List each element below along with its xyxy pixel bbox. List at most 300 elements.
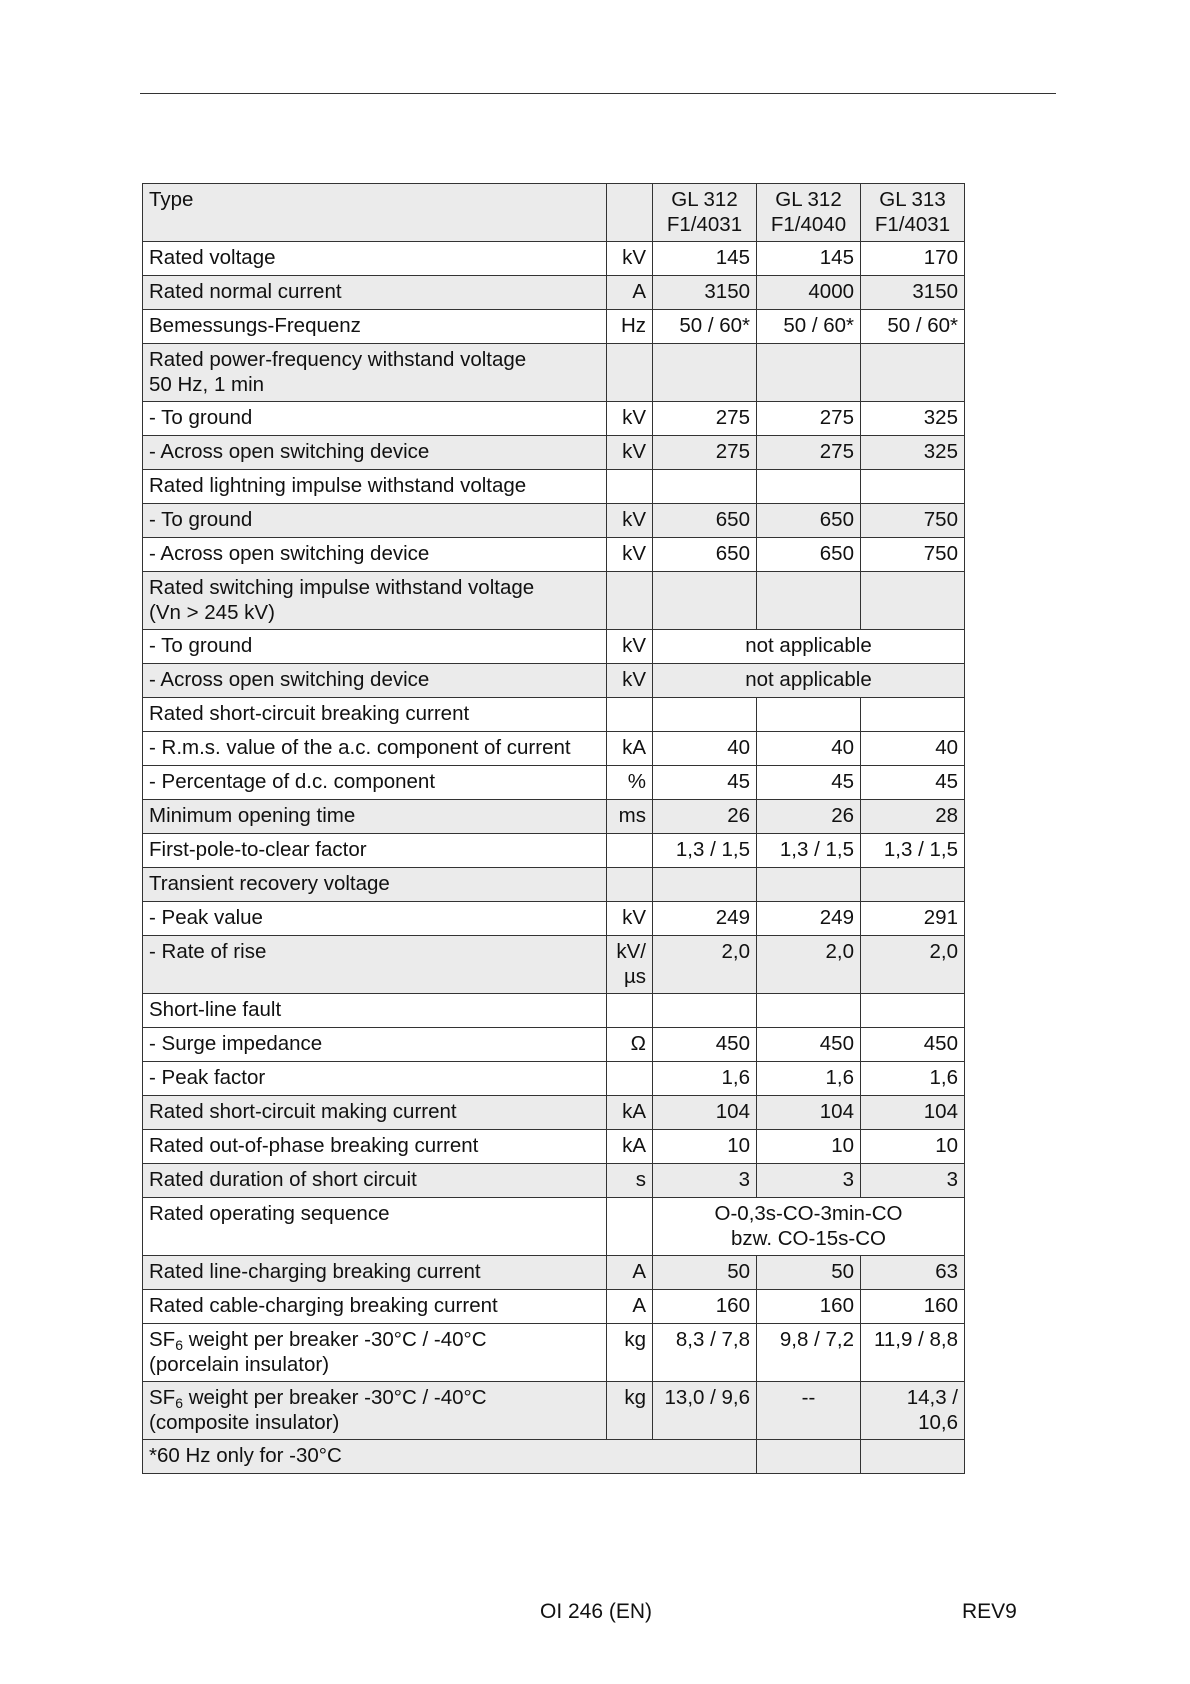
row-value-3 — [861, 834, 965, 868]
row-label-text: Short-line fault — [149, 998, 282, 1021]
table-row — [143, 504, 965, 538]
row-unit-text: kV/ — [616, 940, 646, 963]
row-unit — [607, 310, 653, 344]
row-unit-text: kA — [622, 1100, 646, 1123]
row-value-1-text: 249 — [715, 906, 750, 929]
row-value-1 — [653, 732, 757, 766]
footnote-empty-1 — [757, 1440, 861, 1474]
row-label-text: Rated voltage — [149, 246, 276, 269]
row-unit-text: kV — [622, 406, 646, 429]
revision-label: REV9 — [962, 1600, 1017, 1623]
row-value-2 — [757, 1382, 861, 1440]
row-value-2 — [757, 698, 861, 732]
row-value-1-text: 275 — [715, 406, 750, 429]
row-unit — [607, 436, 653, 470]
row-value-2 — [757, 1290, 861, 1324]
row-unit — [607, 504, 653, 538]
row-value-2 — [757, 572, 861, 630]
footnote-empty-2 — [861, 1440, 965, 1474]
row-value-3-text: 291 — [923, 906, 958, 929]
type-header: Type — [143, 184, 607, 242]
row-value-3-text: 1,3 / 1,5 — [883, 838, 958, 861]
row-label-text: Rated normal current — [149, 280, 342, 303]
row-value-3 — [861, 344, 965, 402]
row-value-2 — [757, 504, 861, 538]
row-label-text: Rated lightning impulse withstand voltage — [149, 474, 527, 497]
row-label-text: Rated cable-charging breaking current — [149, 1294, 498, 1317]
row-label — [143, 242, 607, 276]
row-value-2-text: 3 — [842, 1168, 854, 1191]
row-value-2-text: 275 — [819, 440, 854, 463]
merged-value-text: not applicable — [745, 668, 872, 691]
row-value-1 — [653, 994, 757, 1028]
row-unit — [607, 1028, 653, 1062]
row-unit — [607, 664, 653, 698]
row-value-1-text: 104 — [715, 1100, 750, 1123]
sf6-label: weight per breaker -30°C / -40°C — [183, 1328, 487, 1351]
row-value-3 — [861, 902, 965, 936]
row-value-1-text: 26 — [727, 804, 750, 827]
row-value-3-text: 3150 — [912, 280, 958, 303]
row-unit — [607, 1130, 653, 1164]
row-unit-text: kA — [622, 1134, 646, 1157]
sf6-subscript: 6 — [175, 1337, 183, 1353]
row-label — [143, 834, 607, 868]
row-unit — [607, 994, 653, 1028]
row-label — [143, 1062, 607, 1096]
row-label — [143, 470, 607, 504]
row-unit-text: kg — [624, 1328, 646, 1351]
table-row — [143, 1256, 965, 1290]
row-value-2 — [757, 538, 861, 572]
row-label-line2: (Vn > 245 kV) — [149, 601, 275, 624]
row-unit — [607, 538, 653, 572]
merged-value — [653, 664, 965, 698]
table-row — [143, 630, 965, 664]
row-label — [143, 572, 607, 630]
row-value-2 — [757, 800, 861, 834]
row-unit — [607, 800, 653, 834]
row-label-text: - Peak value — [149, 906, 263, 929]
row-value-1 — [653, 936, 757, 994]
row-unit-text: kg — [624, 1386, 646, 1409]
row-value-3-text: 40 — [935, 736, 958, 759]
row-label-text: Transient recovery voltage — [149, 872, 390, 895]
table-row-sf6 — [143, 1324, 965, 1382]
row-unit-text: kV — [622, 508, 646, 531]
row-value-3 — [861, 766, 965, 800]
table-row — [143, 994, 965, 1028]
row-unit-text: Ω — [630, 1032, 646, 1055]
row-value-2-text: 9,8 / 7,2 — [779, 1328, 854, 1351]
row-value-1 — [653, 800, 757, 834]
header-rule — [140, 93, 1056, 94]
row-label — [143, 902, 607, 936]
row-value-2 — [757, 1096, 861, 1130]
row-unit — [607, 902, 653, 936]
row-value-3-text: 1,6 — [929, 1066, 958, 1089]
footnote — [143, 1440, 757, 1474]
table-row — [143, 1062, 965, 1096]
table-row — [143, 344, 965, 402]
table-row — [143, 470, 965, 504]
sf6-prefix: SF — [149, 1328, 176, 1351]
row-value-3 — [861, 538, 965, 572]
row-unit-text: Hz — [620, 314, 646, 337]
row-unit-text: % — [627, 770, 646, 793]
row-value-2 — [757, 732, 861, 766]
row-label — [143, 344, 607, 402]
row-value-1-text: 45 — [727, 770, 750, 793]
row-value-3-text: 750 — [923, 542, 958, 565]
row-label — [143, 732, 607, 766]
row-unit — [607, 1290, 653, 1324]
row-value-2-text: 40 — [831, 736, 854, 759]
row-label-text: Rated duration of short circuit — [149, 1168, 417, 1191]
row-unit — [607, 766, 653, 800]
row-value-2-text: 50 — [831, 1260, 854, 1283]
row-label-text: - Surge impedance — [149, 1032, 323, 1055]
row-value-2-text: 45 — [831, 770, 854, 793]
row-unit — [607, 572, 653, 630]
table-row — [143, 1198, 965, 1256]
row-value-3-text: 10 — [935, 1134, 958, 1157]
row-unit-line2: µs — [623, 965, 646, 988]
row-unit — [607, 1096, 653, 1130]
row-unit — [607, 1062, 653, 1096]
row-value-2-text: 104 — [819, 1100, 854, 1123]
table-row — [143, 766, 965, 800]
table-row — [143, 276, 965, 310]
row-value-3 — [861, 402, 965, 436]
row-value-1-text: 40 — [727, 736, 750, 759]
row-value-1 — [653, 1062, 757, 1096]
sf6-subscript: 6 — [175, 1395, 183, 1411]
row-label — [143, 538, 607, 572]
row-label-text: - Across open switching device — [149, 440, 430, 463]
row-value-1 — [653, 1028, 757, 1062]
row-value-2-text: 249 — [819, 906, 854, 929]
row-value-1-text: 450 — [715, 1032, 750, 1055]
row-unit-text: kA — [622, 736, 646, 759]
row-unit-text: kV — [622, 668, 646, 691]
row-value-2-text: 26 — [831, 804, 854, 827]
row-value-2-text: 160 — [819, 1294, 854, 1317]
table-row — [143, 572, 965, 630]
row-value-1 — [653, 572, 757, 630]
row-label-text: Minimum opening time — [149, 804, 356, 827]
row-label — [143, 630, 607, 664]
row-value-1 — [653, 1324, 757, 1382]
row-value-3-text: 750 — [923, 508, 958, 531]
row-value-2-text: 1,6 — [825, 1066, 854, 1089]
row-value-1-text: 275 — [715, 440, 750, 463]
row-value-1 — [653, 1290, 757, 1324]
row-value-2-text: 1,3 / 1,5 — [779, 838, 854, 861]
footnote-text: *60 Hz only for -30°C — [149, 1444, 342, 1467]
row-label — [143, 276, 607, 310]
row-value-2 — [757, 766, 861, 800]
row-label-text: Rated line-charging breaking current — [149, 1260, 481, 1283]
row-value-2-text: 650 — [819, 508, 854, 531]
row-label — [143, 1164, 607, 1198]
table-row — [143, 1164, 965, 1198]
row-value-3 — [861, 242, 965, 276]
row-value-3-text: 50 / 60* — [887, 314, 958, 337]
row-value-2 — [757, 242, 861, 276]
row-value-3 — [861, 470, 965, 504]
row-unit — [607, 868, 653, 902]
row-unit — [607, 1324, 653, 1382]
row-value-3-text: 28 — [935, 804, 958, 827]
row-value-1 — [653, 276, 757, 310]
row-value-2 — [757, 344, 861, 402]
row-label-text: - To ground — [149, 634, 253, 657]
row-label-text: Rated out-of-phase breaking current — [149, 1134, 479, 1157]
row-value-1-text: 3 — [738, 1168, 750, 1191]
row-unit — [607, 698, 653, 732]
table-row — [143, 1096, 965, 1130]
row-value-3-text: 2,0 — [929, 940, 958, 963]
table-row — [143, 310, 965, 344]
row-value-1-text: 145 — [715, 246, 750, 269]
row-value-2-text: 650 — [819, 542, 854, 565]
row-value-3-text: 325 — [923, 440, 958, 463]
row-value-2 — [757, 1164, 861, 1198]
row-value-2-text: 2,0 — [825, 940, 854, 963]
row-unit — [607, 1382, 653, 1440]
row-unit — [607, 1256, 653, 1290]
row-value-2-text: 50 / 60* — [783, 314, 854, 337]
row-unit — [607, 936, 653, 994]
row-value-2 — [757, 310, 861, 344]
table-row-sf6 — [143, 1382, 965, 1440]
row-value-1 — [653, 1256, 757, 1290]
row-unit-text: A — [632, 1260, 646, 1283]
row-value-3-text: 104 — [923, 1100, 958, 1123]
row-value-1 — [653, 902, 757, 936]
table-row — [143, 664, 965, 698]
row-label-line2: (composite insulator) — [149, 1411, 340, 1434]
row-value-3 — [861, 310, 965, 344]
row-value-2-text: 145 — [819, 246, 854, 269]
row-unit-text: ms — [618, 804, 646, 827]
merged-value-line2: bzw. CO-15s-CO — [731, 1227, 886, 1250]
row-value-3 — [861, 276, 965, 310]
sf6-label: weight per breaker -30°C / -40°C — [183, 1386, 487, 1409]
row-label — [143, 698, 607, 732]
row-label — [143, 766, 607, 800]
row-value-2 — [757, 436, 861, 470]
row-value-3-text: 170 — [923, 246, 958, 269]
row-value-3-text: 11,9 / 8,8 — [874, 1328, 958, 1351]
row-unit — [607, 732, 653, 766]
row-value-1 — [653, 436, 757, 470]
row-value-3-text: 325 — [923, 406, 958, 429]
row-label — [143, 310, 607, 344]
table-row — [143, 1130, 965, 1164]
model-header-1: GL 312 F1/4031 — [653, 184, 757, 242]
row-value-2 — [757, 1028, 861, 1062]
row-label-text: Rated short-circuit making current — [149, 1100, 457, 1123]
row-value-3 — [861, 1130, 965, 1164]
row-label — [143, 1198, 607, 1256]
row-unit — [607, 402, 653, 436]
table-row — [143, 242, 965, 276]
row-value-2 — [757, 1062, 861, 1096]
table-row — [143, 732, 965, 766]
row-value-2 — [757, 936, 861, 994]
row-value-3 — [861, 1028, 965, 1062]
row-value-2 — [757, 1256, 861, 1290]
row-label-text: - Rate of rise — [149, 940, 267, 963]
row-value-1-text: 10 — [727, 1134, 750, 1157]
row-label — [143, 994, 607, 1028]
table-row — [143, 834, 965, 868]
row-label-text: Bemessungs-Frequenz — [149, 314, 361, 337]
row-unit — [607, 630, 653, 664]
row-unit-text: A — [632, 280, 646, 303]
footnote-row — [143, 1440, 965, 1474]
row-label-text: - To ground — [149, 406, 253, 429]
row-label — [143, 1290, 607, 1324]
row-label-text: First-pole-to-clear factor — [149, 838, 367, 861]
row-value-2 — [757, 834, 861, 868]
row-value-2-text: 450 — [819, 1032, 854, 1055]
row-value-2 — [757, 1130, 861, 1164]
row-unit-text: kV — [622, 542, 646, 565]
merged-value-text: not applicable — [745, 634, 872, 657]
row-value-2 — [757, 902, 861, 936]
row-label — [143, 504, 607, 538]
row-value-1 — [653, 504, 757, 538]
spec-table — [142, 183, 965, 1474]
row-unit — [607, 276, 653, 310]
row-value-3-text: 14,3 / — [906, 1386, 958, 1409]
row-unit-text: kV — [622, 246, 646, 269]
model-header-2: GL 312 F1/4040 — [757, 184, 861, 242]
row-label-line2: (porcelain insulator) — [149, 1353, 330, 1376]
row-label — [143, 664, 607, 698]
row-unit — [607, 834, 653, 868]
model-header-3: GL 313 F1/4031 — [861, 184, 965, 242]
row-label — [143, 1096, 607, 1130]
row-value-3 — [861, 504, 965, 538]
row-unit — [607, 1198, 653, 1256]
row-label-text: Rated switching impulse withstand voltage — [149, 576, 535, 599]
row-unit-text: s — [635, 1168, 646, 1191]
row-value-3-text: 3 — [946, 1168, 958, 1191]
row-label — [143, 402, 607, 436]
row-label — [143, 868, 607, 902]
row-value-2 — [757, 1324, 861, 1382]
row-label — [143, 1382, 607, 1440]
row-value-3 — [861, 1164, 965, 1198]
row-value-1 — [653, 1096, 757, 1130]
table-row — [143, 436, 965, 470]
row-value-1-text: 2,0 — [721, 940, 750, 963]
row-value-1 — [653, 310, 757, 344]
row-label — [143, 800, 607, 834]
row-value-3 — [861, 1324, 965, 1382]
row-unit — [607, 242, 653, 276]
row-value-1-text: 50 / 60* — [679, 314, 750, 337]
row-value-1 — [653, 1382, 757, 1440]
merged-value — [653, 630, 965, 664]
row-value-1-text: 650 — [715, 542, 750, 565]
table-header-row — [143, 184, 965, 242]
row-label — [143, 1028, 607, 1062]
row-value-1-text: 8,3 / 7,8 — [675, 1328, 750, 1351]
row-value-1 — [653, 698, 757, 732]
row-label-text: Rated short-circuit breaking current — [149, 702, 470, 725]
row-label-line2: 50 Hz, 1 min — [149, 373, 265, 396]
table-row — [143, 1028, 965, 1062]
row-unit-text: kV — [622, 440, 646, 463]
row-unit — [607, 344, 653, 402]
row-value-2 — [757, 868, 861, 902]
row-value-2-text: -- — [801, 1386, 816, 1409]
row-label-text: - R.m.s. value of the a.c. component of current — [149, 736, 571, 759]
row-unit-text: kV — [622, 634, 646, 657]
row-value-1-text: 1,6 — [721, 1066, 750, 1089]
row-label-text: - Percentage of d.c. component — [149, 770, 436, 793]
row-value-1 — [653, 868, 757, 902]
row-label-text: - Peak factor — [149, 1066, 266, 1089]
table-row — [143, 538, 965, 572]
row-value-3-text: 160 — [923, 1294, 958, 1317]
row-label-text: Rated operating sequence — [149, 1202, 390, 1225]
row-label — [143, 1324, 607, 1382]
table-row — [143, 800, 965, 834]
merged-value — [653, 1198, 965, 1256]
row-value-1-text: 1,3 / 1,5 — [675, 838, 750, 861]
row-value-1 — [653, 538, 757, 572]
row-value-2 — [757, 994, 861, 1028]
row-value-1-text: 13,0 / 9,6 — [664, 1386, 750, 1409]
row-label — [143, 936, 607, 994]
row-value-1 — [653, 242, 757, 276]
row-value-3 — [861, 436, 965, 470]
row-value-3 — [861, 1290, 965, 1324]
row-label-text: - Across open switching device — [149, 668, 430, 691]
row-label-text: - To ground — [149, 508, 253, 531]
sf6-prefix: SF — [149, 1386, 176, 1409]
row-value-1-text: 160 — [715, 1294, 750, 1317]
row-value-1 — [653, 344, 757, 402]
row-value-1 — [653, 766, 757, 800]
row-value-3 — [861, 572, 965, 630]
row-value-3 — [861, 1096, 965, 1130]
row-label-text: - Across open switching device — [149, 542, 430, 565]
row-value-2-text: 275 — [819, 406, 854, 429]
row-value-2 — [757, 470, 861, 504]
document-code: OI 246 (EN) — [540, 1600, 653, 1623]
row-value-3-text: 45 — [935, 770, 958, 793]
row-value-2-text: 10 — [831, 1134, 854, 1157]
row-value-3 — [861, 1256, 965, 1290]
row-value-1 — [653, 402, 757, 436]
row-value-3 — [861, 936, 965, 994]
table-row — [143, 902, 965, 936]
row-value-3 — [861, 800, 965, 834]
row-value-1 — [653, 470, 757, 504]
row-value-1-text: 650 — [715, 508, 750, 531]
row-unit — [607, 470, 653, 504]
table-row — [143, 936, 965, 994]
row-value-3 — [861, 1382, 965, 1440]
row-value-3 — [861, 868, 965, 902]
